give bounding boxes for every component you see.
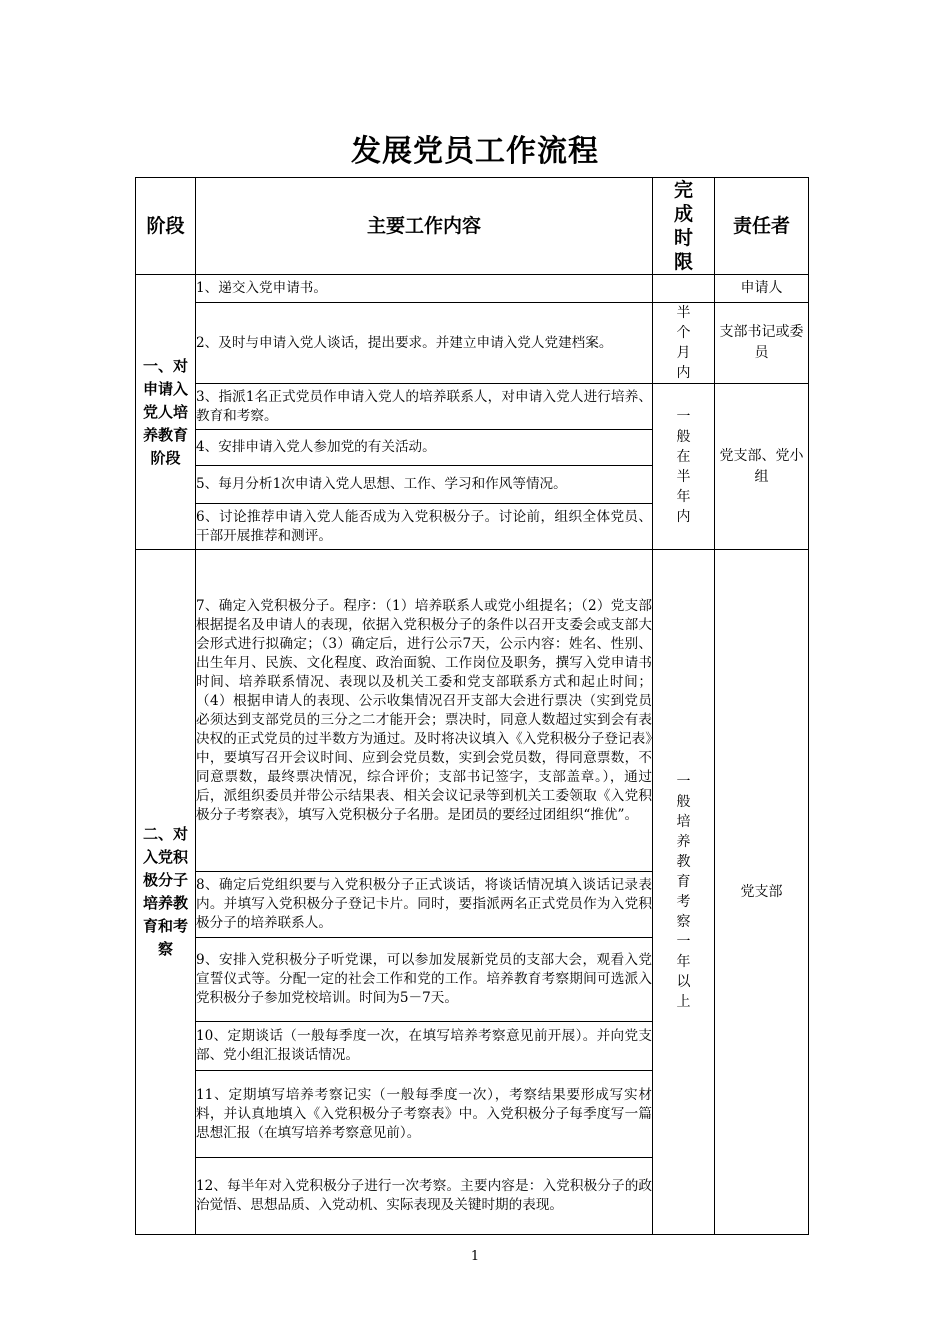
- table-row: [136, 303, 809, 384]
- task-2-responsible: 支部书记或委员: [715, 303, 809, 384]
- task-12: 12、每半年对入党积极分子进行一次考察。主要内容是：入党积极分子的政治觉悟、思想品质、入党动机、实际表现及关键时期的表现。: [196, 1158, 653, 1235]
- table-row: [136, 384, 809, 430]
- stage-2-time: 一般培养教育考察一年以上: [653, 550, 715, 1235]
- task-5: 5、每月分析1次申请入党人思想、工作、学习和作风等情况。: [196, 466, 653, 504]
- task-7: 7、确定入党积极分子。程序：（1）培养联系人或党小组提名；（2）党支部根据提名及申请人的表现，依据入党积极分子的条件以召开支委会或支部大会形式进行拟确定；（3）确定后，进行公示7天，公示内容：姓名、性别、出生年月、民族、文化程度、政治面貌、工作岗位及职务，撰写入党申请书时间、培养联系情况、表现以及机关工委和党支部联系方式和起止时间；（4）根据申请人的表现、公示收集情况召开支部大会进行票决（实到党员必须达到支部党员的三分之二才能开会；票决时，同意人数超过实到会有表决权的正式党员的过半数方为通过。及时将决议填入《入党积极分子登记表》中，要填写召开会议时间、应到会党员数，实到会党员数，得同意票数，不同意票数，最终票决情况，综合评价；支部书记签字，支部盖章。），通过后，派组织委员并带公示结果表、相关会议记录等到机关工委领取《入党积极分子考察表》，填写入党积极分子名册。是团员的要经过团组织“推优”。: [196, 550, 653, 872]
- header-content: 主要工作内容: [196, 178, 653, 275]
- task-2: 2、及时与申请入党人谈话，提出要求。并建立申请入党人党建档案。: [196, 303, 653, 384]
- task-1-time: [653, 275, 715, 303]
- header-time: 完成时限: [653, 178, 715, 275]
- table-header-row: [136, 178, 809, 275]
- stage-2-responsible: 党支部: [715, 550, 809, 1235]
- task-3-6-time: 一般在半年内: [653, 384, 715, 550]
- table-row: [136, 550, 809, 872]
- task-3: 3、指派1名正式党员作申请入党人的培养联系人，对申请入党人进行培养、教育和考察。: [196, 384, 653, 430]
- header-responsible: 责任者: [715, 178, 809, 275]
- header-stage: 阶段: [136, 178, 196, 275]
- task-11: 11、定期填写培养考察记实（一般每季度一次），考察结果要形成写实材料，并认真地填入《入党积极分子考察表》中。入党积极分子每季度写一篇思想汇报（在填写培养考察意见前）。: [196, 1071, 653, 1158]
- stage-1-label: 一、对申请入党人培养教育阶段: [136, 275, 196, 550]
- task-6: 6、讨论推荐申请入党人能否成为入党积极分子。讨论前，组织全体党员、干部开展推荐和测评。: [196, 504, 653, 550]
- document-title: 发展党员工作流程: [351, 134, 599, 169]
- table-row: [136, 275, 809, 303]
- task-9: 9、安排入党积极分子听党课，可以参加发展新党员的支部大会，观看入党宣誓仪式等。分配一定的社会工作和党的工作。培养教育考察期间可选派入党积极分子参加党校培训。时间为5－7天。: [196, 938, 653, 1022]
- task-10: 10、定期谈话（一般每季度一次，在填写培养考察意见前开展）。并向党支部、党小组汇报谈话情况。: [196, 1022, 653, 1071]
- task-1-responsible: 申请人: [715, 275, 809, 303]
- task-4: 4、安排申请入党人参加党的有关活动。: [196, 430, 653, 466]
- page-number: 1: [470, 1249, 480, 1264]
- stage-2-label: 二、对入党积极分子培养教育和考察: [136, 550, 196, 1235]
- task-1: 1、递交入党申请书。: [196, 275, 653, 303]
- workflow-table: [135, 177, 809, 1235]
- task-3-6-responsible: 党支部、党小组: [715, 384, 809, 550]
- task-8: 8、确定后党组织要与入党积极分子正式谈话，将谈话情况填入谈话记录表内。并填写入党积极分子登记卡片。同时，要指派两名正式党员作为入党积极分子的培养联系人。: [196, 872, 653, 938]
- task-2-time: 半个月内: [653, 303, 715, 384]
